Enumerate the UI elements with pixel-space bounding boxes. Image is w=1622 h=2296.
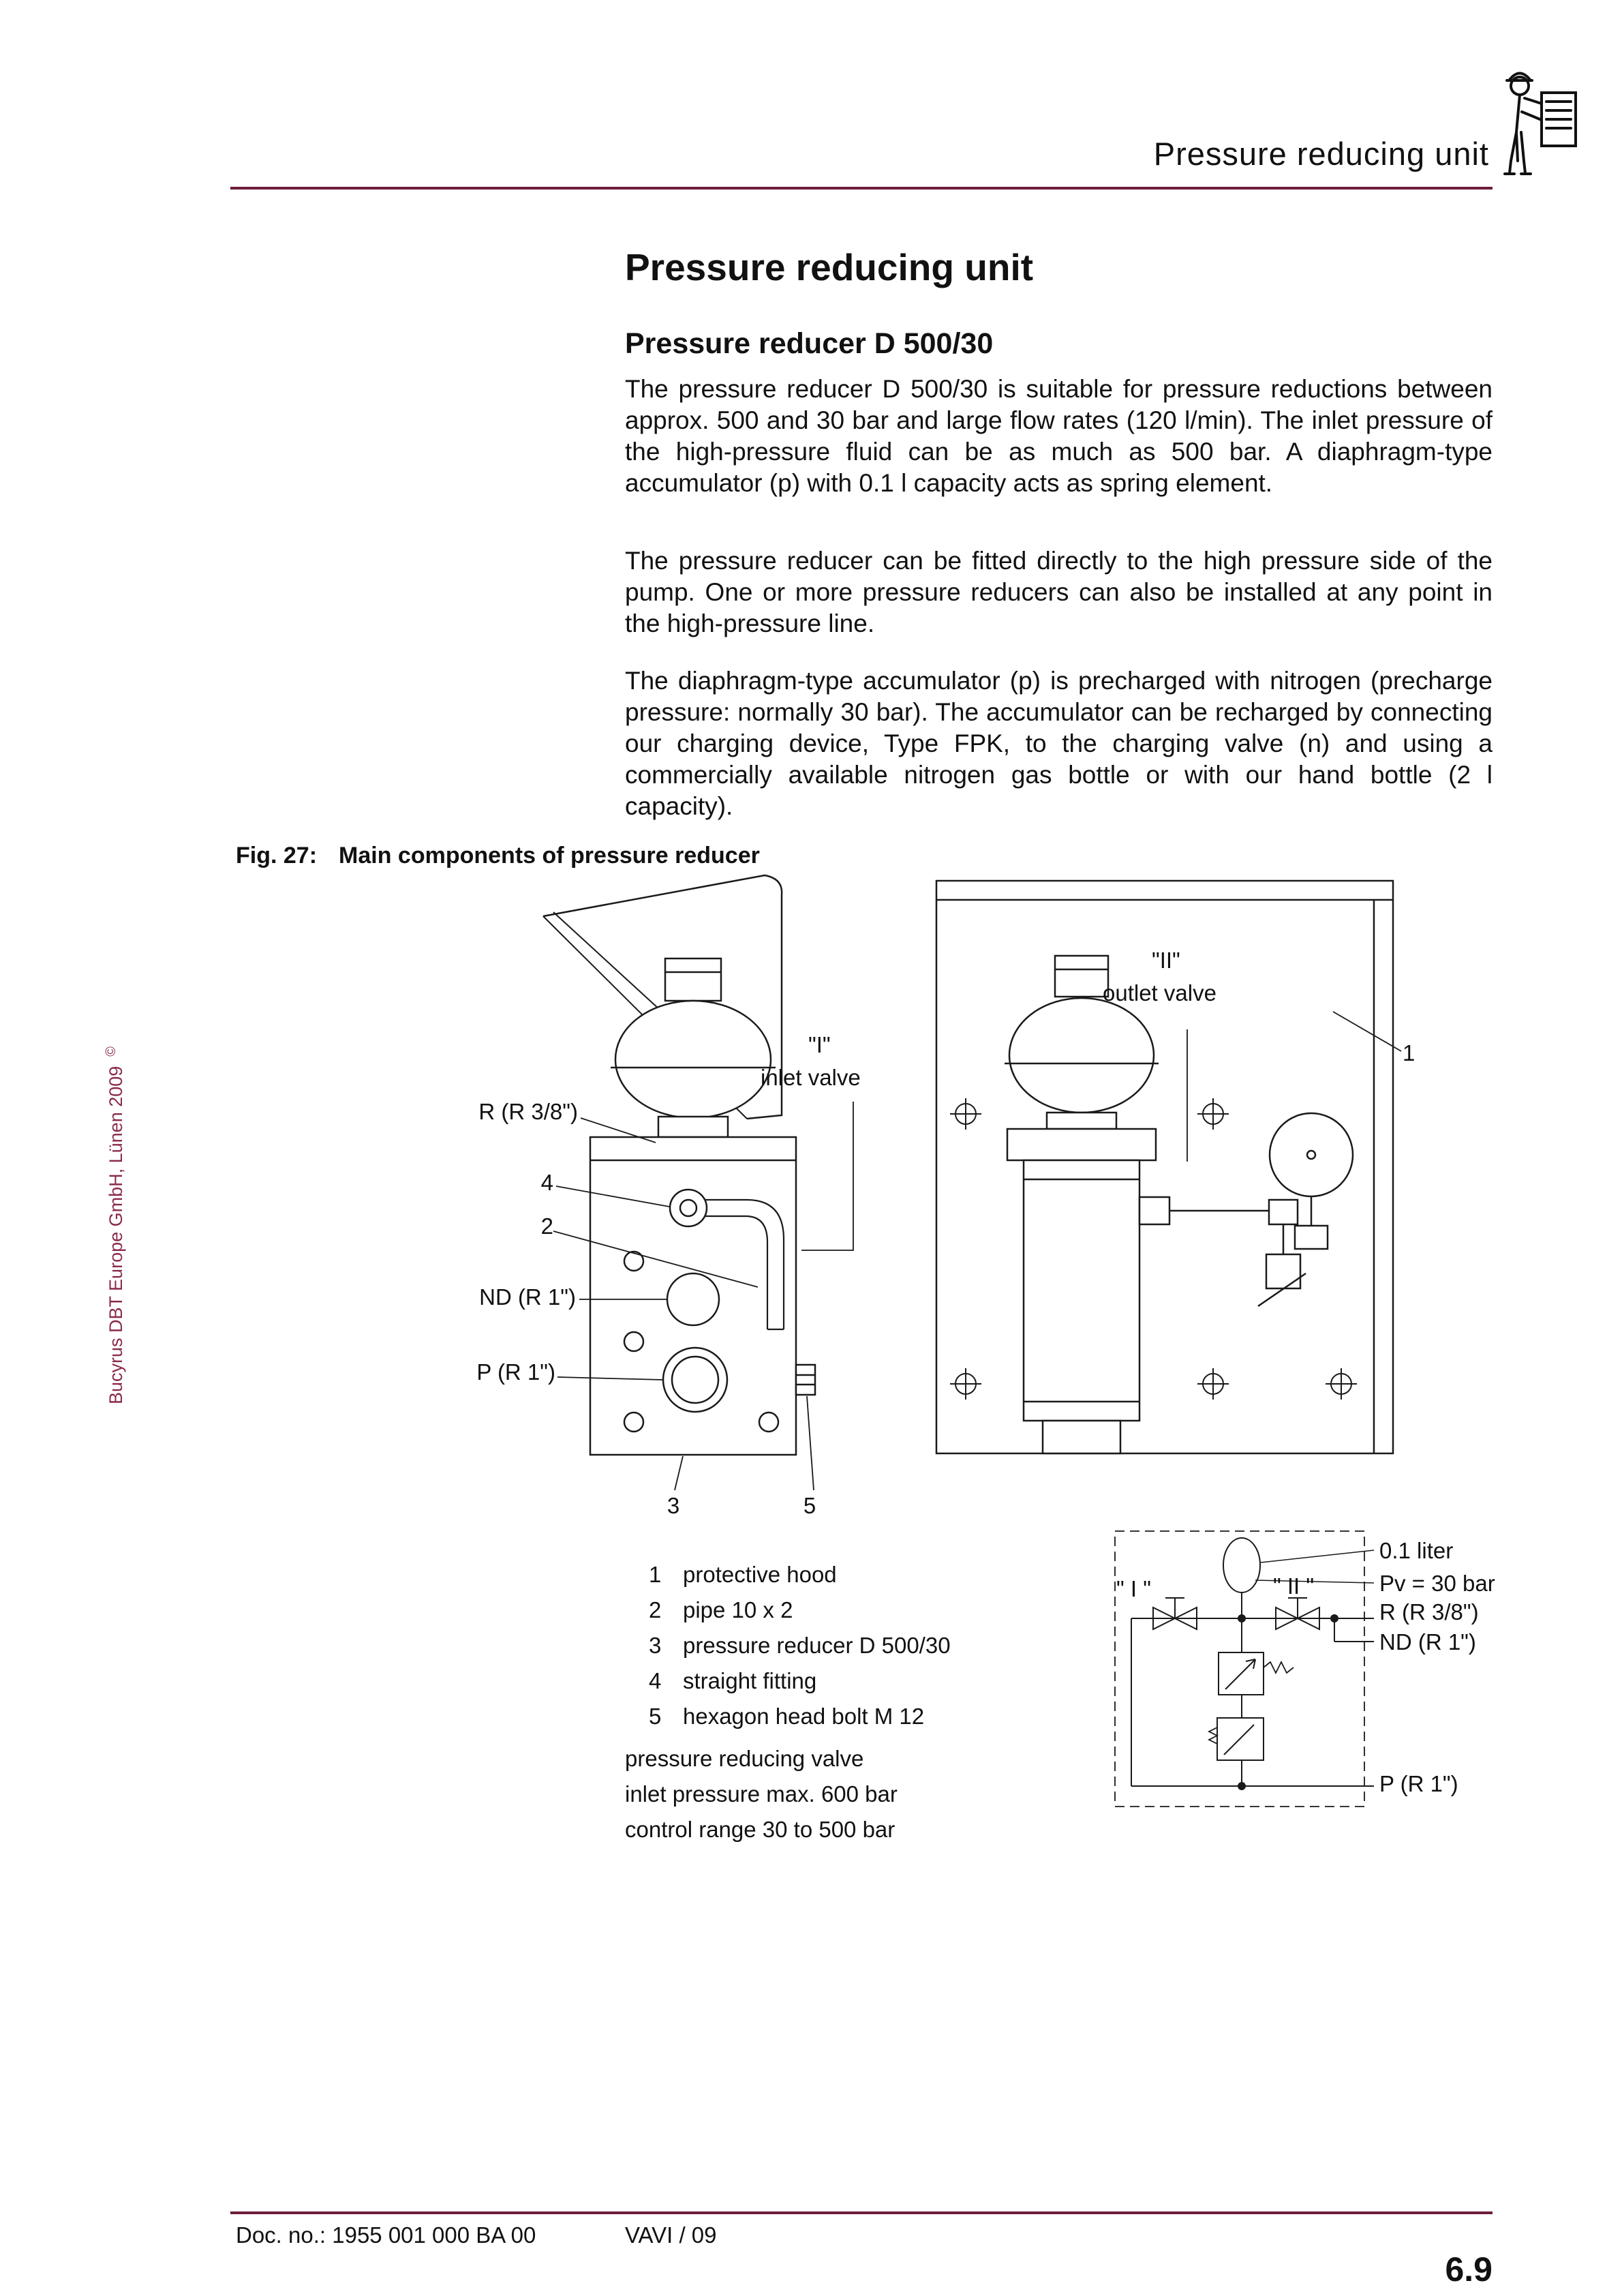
note-line: pressure reducing valve: [625, 1746, 864, 1771]
part-label: pipe 10 x 2: [683, 1597, 793, 1622]
footer-version: VAVI / 09: [625, 2222, 717, 2248]
figure-caption-label: Fig. 27:: [236, 843, 318, 868]
part-number: 2: [649, 1597, 662, 1622]
label-port-r: R (R 3/8"): [478, 1099, 578, 1124]
label-outlet-valve: outlet valve: [1103, 980, 1216, 1006]
footer-rule: [230, 2211, 1493, 2214]
parts-list-item: [649, 1557, 951, 1592]
figure-caption-text: Main components of pressure reducer: [339, 843, 760, 868]
part-label: protective hood: [683, 1562, 837, 1587]
left-view-drawing: [543, 875, 815, 1455]
figure-notes: [625, 1741, 898, 1847]
part-label: straight fitting: [683, 1668, 817, 1693]
label-item-4: 4: [540, 1170, 553, 1195]
label-item-1: 1: [1403, 1040, 1416, 1066]
page-title: Pressure reducing unit: [625, 246, 1034, 288]
part-label: pressure reducer D 500/30: [683, 1633, 951, 1658]
parts-list-item: [649, 1628, 951, 1663]
part-number: 1: [649, 1562, 662, 1587]
section-title: Pressure reducer D 500/30: [625, 327, 994, 360]
schematic-label-nd: ND (R 1"): [1379, 1629, 1476, 1655]
paragraph-1: The pressure reducer D 500/30 is suitable for pressure reductions between approx. 500 and 30 bar and large flow rates (120 l/min). The inlet pressure of the high-pressure fluid can be as much as 500 bar. A diaphragm-type accumulator (p) with 0.1 l capacity acts as spring element.: [625, 375, 1493, 497]
header-rule: [230, 187, 1493, 190]
schematic-label-i: " I ": [1116, 1576, 1151, 1601]
parts-list: [649, 1557, 951, 1734]
label-item-3: 3: [667, 1493, 680, 1518]
note-line: inlet pressure max. 600 bar: [625, 1781, 898, 1807]
page-number: 6.9: [1445, 2250, 1493, 2289]
label-port-p: P (R 1"): [476, 1359, 555, 1385]
note-line: control range 30 to 500 bar: [625, 1817, 896, 1842]
schematic-label-liter: 0.1 liter: [1379, 1538, 1454, 1563]
paragraph-2: The pressure reducer can be fitted directly to the high pressure side of the pump. One or more pressure reducers can also be installed at any point in the high-pressure line.: [625, 547, 1493, 637]
label-inlet-valve-num: "I": [808, 1032, 831, 1057]
part-number: 4: [649, 1668, 662, 1693]
parts-list-item: [649, 1592, 951, 1628]
copyright-text: Bucyrus DBT Europe GmbH, Lünen 2009: [106, 1066, 126, 1404]
schematic-label-r: R (R 3/8"): [1379, 1599, 1479, 1625]
label-item-5: 5: [803, 1493, 816, 1518]
engineer-icon: [1490, 57, 1585, 188]
label-inlet-valve: inlet valve: [761, 1065, 861, 1090]
parts-list-item: [649, 1663, 951, 1699]
label-outlet-valve-num: "II": [1152, 948, 1180, 973]
parts-list-item: [649, 1699, 951, 1734]
label-port-nd: ND (R 1"): [479, 1284, 576, 1310]
header-title: Pressure reducing unit: [1153, 136, 1489, 172]
schematic-drawing: [1115, 1531, 1374, 1807]
schematic-label-p: P (R 1"): [1379, 1771, 1458, 1796]
part-label: hexagon head bolt M 12: [683, 1704, 925, 1729]
paragraph-3: The diaphragm-type accumulator (p) is precharged with nitrogen (precharge pressure: normally 30 bar). The accumulator can be recharged by connecting our charging device, Type FPK, to the charging valve (n) and using a commercially available nitrogen gas bottle or with our hand bottle (2 l capacity).: [625, 667, 1493, 820]
schematic-label-pv: Pv = 30 bar: [1379, 1571, 1495, 1596]
footer-doc-number: Doc. no.: 1955 001 000 BA 00: [236, 2222, 536, 2248]
label-item-2: 2: [540, 1213, 553, 1239]
part-number: 3: [649, 1633, 662, 1658]
part-number: 5: [649, 1704, 662, 1729]
schematic-label-ii: " II ": [1273, 1573, 1315, 1599]
copyright-symbol: ©: [104, 1046, 119, 1057]
